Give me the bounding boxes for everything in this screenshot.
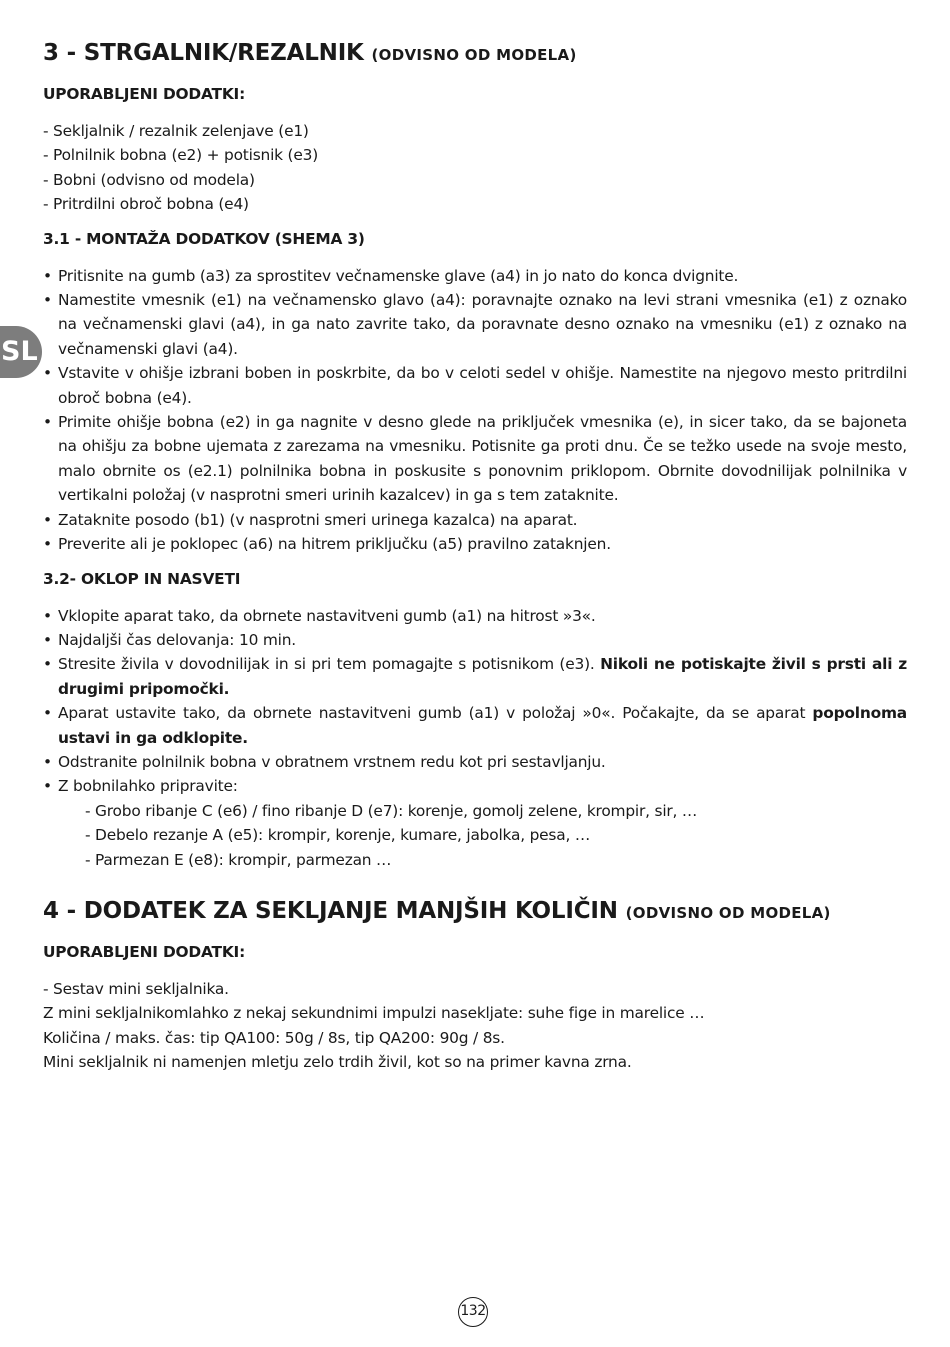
list-item: • Z bobnilahko pripravite: <box>43 774 907 798</box>
list-item: - Sekljalnik / rezalnik zelenjave (e1) <box>43 122 309 140</box>
list-item <box>43 701 907 750</box>
section-3-accessories-heading: UPORABLJENI DODATKI: <box>43 85 246 103</box>
section-3-1-heading: 3.1 - MONTAŽA DODATKOV (SHEMA 3) <box>43 229 365 248</box>
list-item: • Zataknite posodo (b1) (v nasprotni smeri urinega kazalca) na aparat. <box>43 508 907 532</box>
warning-text: Nikoli ne potiskajte živil s prsti ali z drugimi pripomočki. <box>58 655 907 698</box>
list-item: • Vklopite aparat tako, da obrnete nastavitveni gumb (a1) na hitrost »3«. <box>43 604 907 628</box>
list-item: • Vstavite v ohišje izbrani boben in poskrbite, da bo v celoti sedel v ohišje. Namestite na njegovo mesto pritrdilni obroč bobna (e4). <box>43 361 907 410</box>
section-3-accessories-list <box>43 119 907 217</box>
item-text: Aparat ustavite tako, da obrnete nastavitveni gumb (a1) v položaj »0«. Počakajte, da se aparat <box>58 704 813 723</box>
section-3-2-list <box>43 604 907 872</box>
list-item: - Bobni (odvisno od modela) <box>43 170 255 189</box>
section-3-title-text: 3 - STRGALNIK/REZALNIK <box>43 40 364 66</box>
page-number: 132 <box>458 1297 488 1327</box>
list-item: • Pritisnite na gumb (a3) za sprostitev večnamenske glave (a4) in jo nato do konca dvignite. <box>43 264 907 288</box>
list-item: • Najdaljši čas delovanja: 10 min. <box>43 628 907 652</box>
list-item: • Odstranite polnilnik bobna v obratnem vrstnem redu kot pri sestavljanju. <box>43 750 907 774</box>
emphasis-text: popolnoma ustavi in ga odklopite. <box>58 704 907 747</box>
list-item: • Preverite ali je poklopec (a6) na hitrem priključku (a5) pravilno zataknjen. <box>43 532 907 556</box>
section-4-accessories-heading: UPORABLJENI DODATKI: <box>43 942 246 961</box>
sub-list-item: - Debelo rezanje A (e5): krompir, korenje, kumare, jabolka, pesa, … <box>85 826 591 845</box>
section-4-title <box>43 894 907 930</box>
list-item <box>43 652 907 701</box>
section-4-line: Z mini sekljalnikomlahko z nekaj sekundnimi impulzi nasekljate: suhe fige in marelice … <box>43 1004 705 1023</box>
section-3-1-list <box>43 264 907 557</box>
section-4-title-note: (ODVISNO OD MODELA) <box>625 903 831 922</box>
sub-list-item: - Parmezan E (e8): krompir, parmezan … <box>85 850 392 869</box>
section-3-2-heading: 3.2- OKLOP IN NASVETI <box>43 569 241 588</box>
list-item: - Polnilnik bobna (e2) + potisnik (e3) <box>43 146 319 165</box>
sub-list-item: - Grobo ribanje C (e6) / fino ribanje D (e7): korenje, gomolj zelene, krompir, sir, … <box>85 801 698 820</box>
section-3-title-note: (ODVISNO OD MODELA) <box>371 46 577 64</box>
list-item: • Primite ohišje bobna (e2) in ga nagnite v desno glede na priključek vmesnika (e), in sicer tako, da se bajoneta na ohišju za bobne ujemata z zarezama na vmesniku. Potisnite ga proti dnu. Če se težko usede na svoje mesto, malo obrnite os (e2.1) polnilnika bobna in poskusite s ponovnim priklopom. Obrnite dovodnilijak polnilnika v vertikalni položaj (v nasprotni smeri urinih kazalcev) in ga s tem zataknite. <box>43 410 907 508</box>
language-tab-sl: SL <box>0 326 42 378</box>
document-body <box>43 36 907 1075</box>
list-item: - Pritrdilni obroč bobna (e4) <box>43 195 249 214</box>
section-4-line: - Sestav mini sekljalnika. <box>43 979 229 998</box>
list-item: • Namestite vmesnik (e1) na večnamensko glavo (a4): poravnajte oznako na levi strani vmesnika (e1) z oznako na večnamenski glavi (a4), in ga nato zavrite tako, da poravnate desno oznako na vmesniku (e1) z oznako na večnamenski glavi (a4). <box>43 288 907 361</box>
section-4-line: Količina / maks. čas: tip QA100: 50g / 8s, tip QA200: 90g / 8s. <box>43 1028 505 1047</box>
section-4-title-text: 4 - DODATEK ZA SEKLJANJE MANJŠIH KOLIČIN <box>43 897 618 924</box>
item-text: Stresite živila v dovodnilijak in si pri tem pomagajte s potisnikom (e3). <box>58 655 601 674</box>
section-3-title <box>43 36 907 72</box>
section-4-line: Mini sekljalnik ni namenjen mletju zelo trdih živil, kot so na primer kavna zrna. <box>43 1053 632 1072</box>
